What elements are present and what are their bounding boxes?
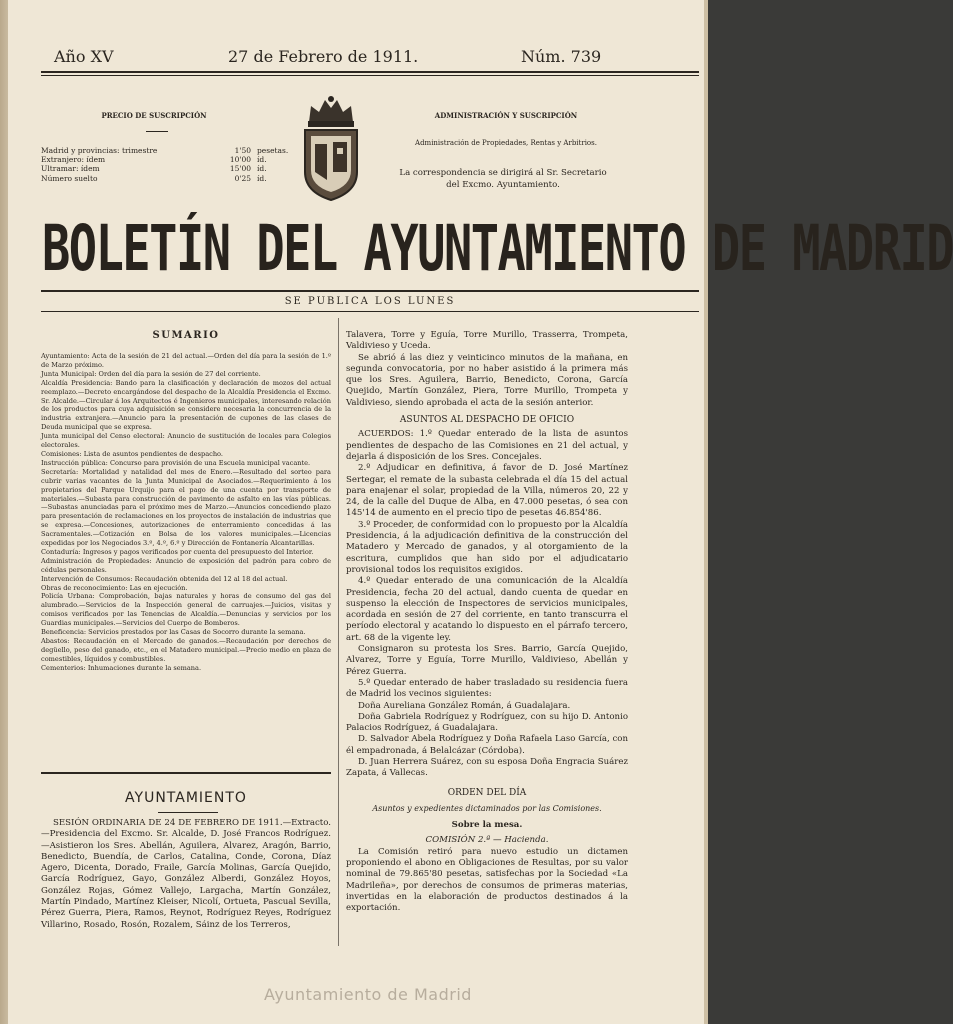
issue-year: Año XV xyxy=(54,47,114,66)
column-divider xyxy=(338,318,339,946)
sumario-item: Obras de reconocimiento: Las en ejecución. xyxy=(41,583,188,592)
sumario-item: Secretaría: Mortalidad y natalidad del mes de Enero.—Resultado del sorteo para cubrir varias vacantes de la Junta Municipal de Asociados.—Requerimiento á los propietarios del Parque Urquijo para el pago de una cuenta por transporte de materiales.—Subasta para construcción de pavimento de asfalto en las vías públicas.—Subastas anunciadas para el próximo mes de Marzo.—Anuncios concediendo plazo para presentación de reclamaciones en los proyectos de instalación de industrias que se expresa.—Concesiones, autorizaciones de enterramiento concedidas á las Sacramentales.—Cotización en Bolsa de los valores municipales.—Licencias expedidas por los Negociados 3.º, 4.º, 6.º y Dirección de Fontanería Alcantarillas. xyxy=(41,467,331,548)
agreement-item: 4.º Quedar enterado de una comunicación de la Alcaldía Presidencia, fecha 20 del actual, dando cuenta de quedar en suspenso la elección de Inspectores de servicios municipales, acordada en sesión de 27 del corriente, en tanto transcurra el período electoral y acatando lo dispuesto en el párrafo tercero, art. 68 de la vigente ley. xyxy=(346,576,628,643)
subscription-row: Número suelto 0'25 íd. xyxy=(41,173,267,183)
subscription-table xyxy=(41,146,301,183)
sumario-item: Administración de Propiedades: Anuncio de exposición del padrón para cobro de cédulas personales. xyxy=(41,556,331,574)
subscription-heading: PRECIO DE SUSCRIPCIÓN xyxy=(101,111,207,120)
agreement-item: D. Juan Herrera Suárez, con su esposa Doña Engracia Suárez Zapata, á Vallecas. xyxy=(346,756,628,779)
sumario-item: Alcaldía Presidencia: Bando para la clasificación y declaración de mozos del actual reemplazo.—Decreto encargándose del despacho de la Alcaldía Presidencia el Excmo. Sr. Alcalde.—Circular á los Arquitectos é Ingenieros municipales, interesando relación de los productos para cuya adquisición se considere necesaria la concurrencia de la industria extranjera.—Anuncio para la presentación de cupones de las clases de Deuda municipal que se expresa. xyxy=(41,378,331,432)
subscription-row: Ultramar: ídem 15'00 íd. xyxy=(41,164,267,174)
coat-of-arms-icon xyxy=(297,92,365,204)
administration-heading: ADMINISTRACIÓN Y SUSCRIPCIÓN xyxy=(434,111,578,120)
agreement-item: 2.º Adjudicar en definitiva, á favor de D. José Martínez Sertegar, el remate de la subasta celebrada el día 15 del actual para enajenar el solar, propiedad de la Villa, números 20, 22 y 24, de la calle del Duque de Alba, en 47.000 pesetas, ó sea con 145'14 de aumento en el precio tipo de pesetas 46.854'86. xyxy=(346,463,628,519)
ayuntamiento-text: SESIÓN ORDINARIA DE 24 DE FEBRERO DE 1911.—Extracto.—Presidencia del Excmo. Sr. Alcalde, D. José Francos Rodríguez.—Asistieron los Sres. Abellán, Aguilera, Alvarez, Aragón, Barrio, Benedicto, Buendía, de Carlos, Catalina, Conde, Corona, Díaz Agero, Dicenta, Dorado, Fraile, García Molinas, García Quejido, García Rodríguez, Gayo, González Alberdi, González Hoyos, González Rojas, Gómez Vallejo, Largacha, Martín González, Martín Pindado, Martínez Kleiser, Nicolí, Ortueta, Pascual Sevilla, Pérez Guerra, Piera, Ramos, Reynot, Rodríguez Reyes, Rodríguez Villarino, Rosado, Rosón, Rozalem, Sáinz de los Terreros, xyxy=(41,818,331,930)
orden-subheading: Asuntos y expedientes dictaminados por las Comisiones. xyxy=(372,803,602,813)
sumario-rule xyxy=(41,772,331,774)
agreement-item: D. Salvador Abela Rodríguez y Doña Rafaela Laso García, con él empadronada, á Belalcázar (Córdoba). xyxy=(346,734,628,756)
newspaper-page xyxy=(8,0,953,1024)
page-edge xyxy=(704,0,708,1024)
sumario-item: Policía Urbana: Comprobación, bajas naturales y horas de consumo del gas del alumbrado.—Servicios de la Inspección general de carruajes.—Juicios, visitas y comisos verificados por las Tenencias de Alcaldía.—Denuncias y servicios por los Guardias municipales.—Servicios del Cuerpo de Bomberos. xyxy=(41,592,331,628)
sumario-item: Beneficencia: Servicios prestados por las Casas de Socorro durante la semana. xyxy=(41,628,306,637)
ayuntamiento-rule xyxy=(158,812,218,813)
watermark: Ayuntamiento de Madrid xyxy=(264,985,472,1004)
section-heading: ASUNTOS AL DESPACHO DE OFICIO xyxy=(399,415,575,426)
comision-heading: COMISIÓN 2.ª — Hacienda. xyxy=(425,835,549,846)
sumario-item: Junta municipal del Censo electoral: Anuncio de sustitución de locales para Colegios electorales. xyxy=(41,432,331,450)
orden-heading: ORDEN DEL DÍA xyxy=(447,787,527,798)
masthead-title: BOLETÍN DEL AYUNTAMIENTO DE MADRID xyxy=(42,212,953,287)
agreement-item: Doña Gabriela Rodríguez y Rodríguez, con su hijo D. Antonio Palacios Rodríguez, á Guadalajara. xyxy=(346,711,628,734)
masthead-subtitle: SE PUBLICA LOS LUNES xyxy=(284,296,456,307)
comision-text: La Comisión retiró para nuevo estudio un dictamen proponiendo el abono en Obligaciones de Resultas, por su valor nominal de 79.865'80 pesetas, satisfechas por la Sociedad «La Madrileña», por derechos de consumos de primeras materias, invertidas en la elaboración de productos destinados á la exportación. xyxy=(346,846,628,914)
header-rule-thin xyxy=(41,75,699,76)
agreement-item: 3.º Proceder, de conformidad con lo propuesto por la Alcaldía Presidencia, á la adjudicación definitiva de la construcción del Matadero y Mercado de ganados, y al otorgamiento de la escritura, cumplidos que han sido por el adjudicatario provisional todos los requisitos exigidos. xyxy=(346,519,628,575)
session-attendees: Talavera, Torre y Eguía, Torre Murillo, Trasserra, Trompeta, Valdivieso y Uceda. xyxy=(346,330,628,352)
sumario-item: Comisiones: Lista de asuntos pendientes de despacho. xyxy=(41,449,224,458)
mesa-heading: Sobre la mesa. xyxy=(451,820,523,831)
issue-date: 27 de Febrero de 1911. xyxy=(228,47,419,66)
sumario-item: Cementerios: Inhumaciones durante la semana. xyxy=(41,663,202,672)
right-column xyxy=(346,330,628,915)
agreement-item: Doña Aureliana González Román, á Guadalajara. xyxy=(358,700,571,711)
sumario-item: Abastos: Recaudación en el Mercado de ganados.—Recaudación por derechos de degüello, peso del ganado, etc., en el Matadero municipal.—Precio medio en plaza de comestibles, líquidos y combustibles. xyxy=(41,637,331,663)
administration-note: La correspondencia se dirigirá al Sr. Secretario del Excmo. Ayuntamiento. xyxy=(399,168,607,190)
agreement-item: Consignaron su protesta los Sres. Barrio, García Quejido, Alvarez, Torre y Eguía, Torre Murillo, Valdivieso, Abellán y Pérez Guerra. xyxy=(346,644,628,677)
header-rule xyxy=(41,71,699,73)
masthead-rule-lower xyxy=(41,311,699,312)
subscription-row: Madrid y provincias: trimestre 1'50 pesetas. xyxy=(41,146,289,155)
sumario-item: Instrucción pública: Concurso para provisión de una Escuela municipal vacante. xyxy=(41,458,311,467)
subscription-row: Extranjero: ídem 10'00 íd. xyxy=(41,155,267,165)
sumario-heading: SUMARIO xyxy=(152,330,220,341)
session-opening: Se abrió á las diez y veinticinco minutos de la mañana, en segunda convocatoria, por no haber asistido á la primera más que los Sres. Aguilera, Barrio, Benedicto, Corona, García Quejido, Martín González, Piera, Torre Murillo, Trompeta y Valdivieso, siendo aprobada el acta de la sesión anterior. xyxy=(346,352,628,408)
sumario-body xyxy=(41,352,331,673)
sumario-item: Intervención de Consumos: Recaudación obtenida del 12 al 18 del actual. xyxy=(41,574,288,583)
sumario-item: Contaduría: Ingresos y pagos verificados por cuenta del presupuesto del Interior. xyxy=(41,547,314,556)
sumario-item: Junta Municipal: Orden del día para la sesión de 27 del corriente. xyxy=(41,369,261,378)
masthead-rule xyxy=(41,290,699,292)
issue-number: Núm. 739 xyxy=(521,47,602,66)
ayuntamiento-heading: AYUNTAMIENTO xyxy=(125,790,247,806)
administration-office: Administración de Propiedades, Rentas y Arbitrios. xyxy=(415,139,597,147)
agreement-item: ACUERDOS: 1.º Quedar enterado de la lista de asuntos pendientes de despacho de las Comisiones en 21 del actual, y dejarla á disposición de los Sres. Concejales. xyxy=(346,429,628,462)
agreement-item: 5.º Quedar enterado de haber trasladado su residencia fuera de Madrid los vecinos siguientes: xyxy=(346,677,628,700)
subscription-dash xyxy=(146,131,168,132)
sumario-item: Ayuntamiento: Acta de la sesión de 21 del actual.—Orden del día para la sesión de 1.º de Marzo próximo. xyxy=(41,352,331,369)
